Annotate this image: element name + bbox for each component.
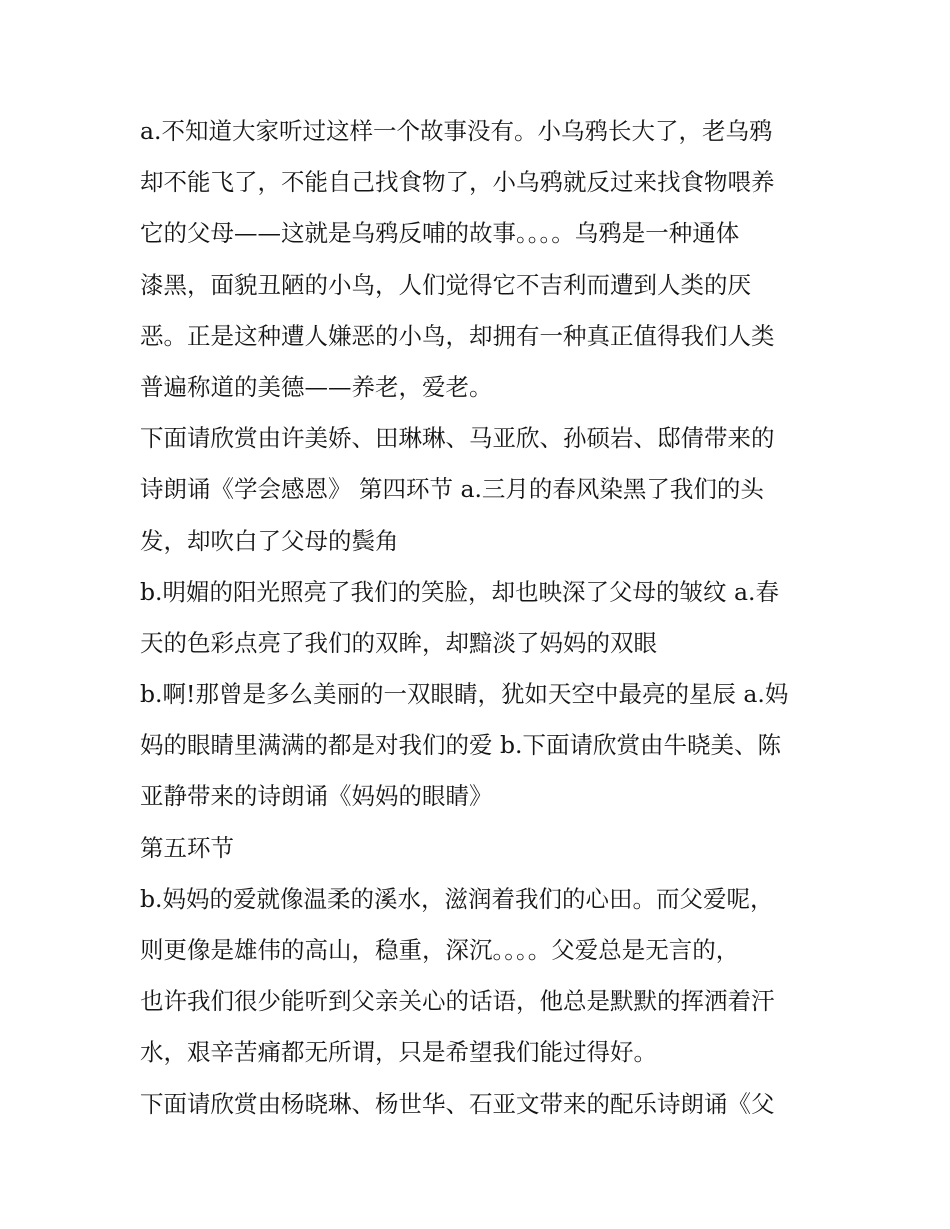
- text-line: 天的色彩点亮了我们的双眸，却黯淡了妈妈的双眼: [140, 628, 657, 657]
- text-line: 恶。正是这种遭人嫌恶的小鸟，却拥有一种真正值得我们人类: [140, 321, 775, 350]
- text-line: 普遍称道的美德——养老，爱老。: [140, 372, 493, 401]
- text-line: 却不能飞了，不能自己找食物了，小乌鸦就反过来找食物喂养: [140, 168, 775, 197]
- text-line: 发，却吹白了父母的鬓角: [140, 526, 399, 555]
- text-line: 漆黑，面貌丑陋的小鸟，人们觉得它不吉利而遭到人类的厌: [140, 270, 751, 299]
- paragraph-sunshine: [140, 567, 820, 669]
- text-line: 第五环节: [140, 833, 234, 862]
- text-line: b.妈妈的爱就像温柔的溪水，滋润着我们的心田。而父爱呢，: [140, 884, 774, 913]
- text-line: 也许我们很少能听到父亲关心的话语，他总是默默的挥洒着汗: [140, 987, 775, 1016]
- text-line: 诗朗诵《学会感恩》 第四环节 a.三月的春风染黑了我们的头: [140, 475, 764, 504]
- text-line: b.明媚的阳光照亮了我们的笑脸，却也映深了父母的皱纹 a.春: [140, 577, 779, 606]
- text-line: 下面请欣赏由杨晓琳、杨世华、石亚文带来的配乐诗朗诵《父: [140, 1089, 775, 1118]
- paragraph-mothers-eyes: [140, 669, 820, 823]
- text-line: 则更像是雄伟的高山，稳重，深沉。。。。父爱总是无言的，: [140, 936, 740, 964]
- paragraph-gratitude-poem: [140, 413, 820, 567]
- text-line: 下面请欣赏由许美娇、田琳琳、马亚欣、孙硕岩、邸倩带来的: [140, 424, 775, 453]
- section-heading-fifth: [140, 823, 820, 874]
- paragraph-next-poem: [140, 1079, 820, 1130]
- text-line: b.啊!那曾是多么美丽的一双眼睛，犹如天空中最亮的星辰 a.妈: [140, 680, 789, 709]
- paragraph-crow-story: [140, 106, 820, 413]
- paragraph-fathers-love: [140, 874, 820, 1079]
- text-line: 水，艰辛苦痛都无所谓，只是希望我们能过得好。: [140, 1038, 657, 1067]
- document-body: [140, 106, 820, 1130]
- text-line: 它的父母——这就是乌鸦反哺的故事。。。。乌鸦是一种通体: [140, 219, 740, 248]
- text-line: a.不知道大家听过这样一个故事没有。小乌鸦长大了，老乌鸦: [140, 117, 773, 145]
- text-line: 亚静带来的诗朗诵《妈妈的眼睛》: [140, 782, 493, 811]
- text-line: 妈的眼睛里满满的都是对我们的爱 b.下面请欣赏由牛晓美、陈: [140, 731, 781, 760]
